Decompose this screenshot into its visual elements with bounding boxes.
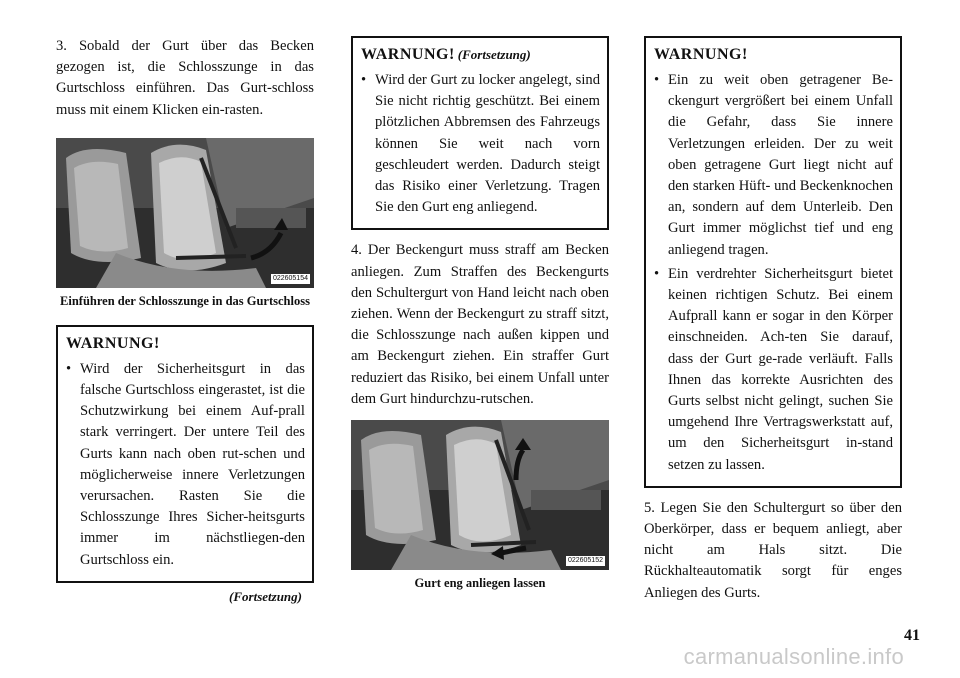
seat-illustration: [56, 138, 314, 288]
warning-item-text: Wird der Sicherheitsgurt in das falsche Gurtschloss eingerastet, ist die Schutzwirkung bei einem Auf-prall stark verringert. Der untere Teil des Gurts kann nach oben rut-schen und möglicherweise innere Verletzungen verursachen. Rasten Sie die Schlosszunge Ihres Sicher-heitsgurts immer im nächstliegen-den Gurtschloss ein.: [80, 360, 305, 568]
figure-caption: Gurt eng anliegen lassen: [414, 576, 546, 591]
warning-title: WARNUNG!: [66, 334, 160, 352]
warning-title: WARNUNG!: [654, 46, 748, 63]
figure-id-label: 022605154: [272, 274, 308, 282]
warning-list: [66, 359, 305, 571]
warning-box: [644, 36, 902, 488]
column-2: [351, 36, 609, 591]
warning-box: [56, 325, 314, 583]
watermark: carmanualsonline.info: [683, 644, 904, 669]
warning-item-text: Wird der Gurt zu locker angelegt, sind Sie nicht richtig geschützt. Bei einem plötzlichen Abbremsen des Fahrzeugs können Sie weit nach vorn geschleudert werden. Dadurch steigt das Risiko einer Verletzung. Tragen Sie den Gurt eng anliegend.: [375, 72, 600, 216]
warning-item-text: Ein verdrehter Sicherheitsgurt bietet keinen richtigen Schutz. Bei einem Aufprall kann er sogar in den Körper einschneiden. Ach-ten Sie darauf, dass der Gurt ge-rade verläuft. Falls Ihnen das korrekte Ausrichten des Gurts selbst nicht gelingt, suchen Sie umgehend Ihre Vertragswerkstatt auf, um den Sicherheitsgurt in-stand setzen zu lassen.: [668, 265, 893, 473]
warning-item: [361, 70, 600, 218]
warning-item: [66, 359, 305, 571]
seat-illustration: [351, 420, 609, 570]
bullet-icon: •: [66, 360, 72, 377]
step-5-text: 5. Legen Sie den Schultergurt so über den Oberkörper, dass er bequem anliegt, aber nicht am Hals sitzt. Die Rückhalteautomatik sorgt für enges Anliegen des Gurts.: [644, 499, 902, 601]
warning-list: [654, 70, 893, 476]
column-3: [644, 36, 902, 604]
warning-item: [654, 70, 893, 261]
step-3-text: 3. Sobald der Gurt über das Becken gezogen ist, die Schlosszunge in das Gurtschloss einführen. Das Gurt-schloss muss mit einem Klicken ein-rasten.: [56, 38, 314, 118]
warning-box-continued: [351, 36, 609, 230]
warning-continued-label: (Fortsetzung): [457, 47, 531, 62]
warning-title: WARNUNG!: [361, 46, 455, 63]
bullet-icon: •: [361, 72, 367, 88]
figure-buckle-insert-photo: [56, 138, 314, 288]
figure-id-label: 022605152: [567, 557, 603, 565]
warning-item-text: Ein zu weit oben getragener Be-ckengurt vergrößert bei einem Unfall die Gefahr, dass Sie innere Verletzungen erleiden. Der zu weit oben getragene Gurt liegt nicht auf den starken Hüft- und Beckenknochen an, sondern auf dem Unterleib. Den Gurt immer möglichst tief und eng anliegend tragen.: [668, 72, 893, 258]
bullet-icon: •: [654, 72, 660, 88]
figure-caption: Einführen der Schlosszunge in das Gurtschloss: [60, 293, 310, 308]
continued-label: (Fortsetzung): [229, 588, 302, 604]
warning-title-row: [361, 46, 600, 64]
page-number: 41: [904, 627, 920, 644]
bullet-icon: •: [654, 265, 660, 282]
figure-tighten-belt-photo: [351, 420, 609, 570]
warning-list: [361, 70, 600, 218]
step-4-text: 4. Der Beckengurt muss straff am Becken anliegen. Zum Straffen des Beckengurts den Schultergurt von Hand leicht nach oben ziehen. Wenn der Beckengurt zu straff sitzt, die Schlosszunge nach außen kippen und am Beckengurt ziehen. Ein straffer Gurt reduziert das Risiko, bei einem Unfall unter dem Gurt hindurchzu-rutschen.: [351, 242, 609, 407]
warning-item: [654, 264, 893, 476]
column-1: [56, 36, 314, 605]
